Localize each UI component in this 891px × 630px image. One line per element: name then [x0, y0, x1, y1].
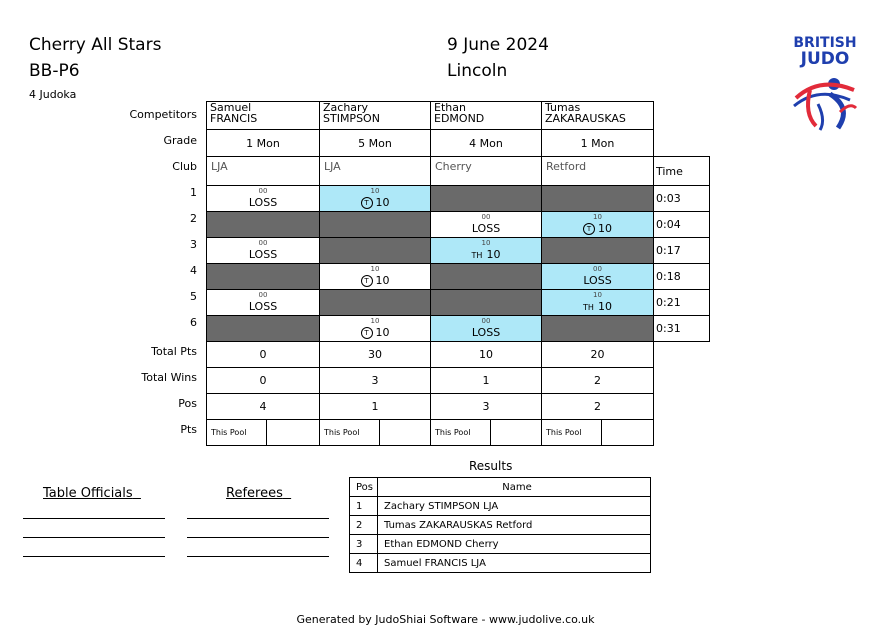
- referee-signature-line-1: [187, 518, 329, 519]
- match-row: [207, 186, 710, 212]
- results-row: [350, 535, 651, 554]
- blank-cell: [654, 420, 710, 446]
- match-cell-empty: [207, 264, 320, 290]
- result-position: 2: [350, 516, 378, 535]
- match-result: [431, 221, 541, 235]
- label-grade: Grade: [163, 134, 197, 147]
- total-points-cell: 10: [431, 342, 542, 368]
- label-match-2: 2: [190, 212, 197, 225]
- position-cell: 2: [542, 394, 654, 420]
- table-official-signature-line-3: [23, 556, 165, 557]
- referee-signature-line-2: [187, 537, 329, 538]
- match-row: [207, 238, 710, 264]
- match-cell-empty: [431, 290, 542, 316]
- match-score: 10: [370, 187, 380, 195]
- total-wins-cell: 1: [431, 368, 542, 394]
- match-result: [542, 273, 653, 287]
- total-wins-cell: 2: [542, 368, 654, 394]
- match-result: [320, 325, 430, 339]
- pool-points-cell: [320, 420, 431, 446]
- competitor-grade: 1 Mon: [542, 130, 654, 157]
- results-header-row: [350, 478, 651, 497]
- results-header-name: Name: [378, 478, 651, 497]
- table-official-signature-line-2: [23, 537, 165, 538]
- pool-points-value: [491, 420, 541, 445]
- match-cell: [431, 316, 542, 342]
- match-cell-empty: [320, 290, 431, 316]
- match-score: 00: [258, 291, 268, 299]
- match-cell: [542, 212, 654, 238]
- competitor-count: 4 Judoka: [29, 88, 77, 101]
- ippon-icon: T: [361, 197, 373, 209]
- footer-credit: Generated by JudoShiai Software - www.judolive.co.uk: [296, 613, 595, 626]
- pool-sheet-table: [206, 101, 710, 446]
- pool-points-wrap: [431, 420, 541, 445]
- results-row: [350, 516, 651, 535]
- match-score: 00: [593, 265, 602, 273]
- match-cell-empty: [431, 264, 542, 290]
- ippon-icon: T: [361, 327, 373, 339]
- match-time: 0:21: [654, 290, 710, 316]
- pool-points-row: [207, 420, 710, 446]
- blank-cell: [654, 130, 710, 157]
- pool-points-wrap: [320, 420, 430, 445]
- label-match-5: 5: [190, 290, 197, 303]
- match-result-text: 10: [598, 222, 612, 235]
- match-cell-empty: [542, 316, 654, 342]
- blank-cell: [654, 394, 710, 420]
- results-title: Results: [469, 459, 513, 473]
- label-match-6: 6: [190, 316, 197, 329]
- competitor-last-name: EDMOND: [434, 112, 485, 125]
- results-row: [350, 554, 651, 573]
- match-result-text: LOSS: [583, 274, 612, 287]
- hansoku-mark: TH: [471, 251, 483, 260]
- table-officials-heading: Table Officials: [43, 486, 133, 501]
- this-pool-label: This Pool: [207, 420, 267, 445]
- results-row: [350, 497, 651, 516]
- match-cell: [542, 264, 654, 290]
- match-result-text: LOSS: [471, 326, 501, 339]
- total-wins-row: [207, 368, 710, 394]
- total-points-cell: 0: [207, 342, 320, 368]
- logo-text-line1: BRITISH: [793, 35, 857, 51]
- label-pts: Pts: [180, 423, 197, 436]
- position-row: [207, 394, 710, 420]
- result-position: 1: [350, 497, 378, 516]
- match-row: [207, 212, 710, 238]
- match-row: [207, 290, 710, 316]
- tournament-name: Cherry All Stars: [29, 35, 162, 55]
- position-cell: 4: [207, 394, 320, 420]
- competitor-grade: 1 Mon: [207, 130, 320, 157]
- total-points-cell: 30: [320, 342, 431, 368]
- competitor-last-name: ZAKARAUSKAS: [545, 112, 626, 125]
- competitor-club: Cherry: [431, 157, 542, 186]
- match-score: 10: [370, 265, 380, 273]
- competitor-name-cell: [431, 102, 542, 130]
- match-result: [431, 247, 541, 261]
- match-cell-empty: [542, 186, 654, 212]
- match-score: 00: [481, 317, 491, 325]
- match-row: [207, 316, 710, 342]
- referees-heading: Referees: [226, 486, 283, 501]
- pool-points-value: [267, 420, 319, 445]
- pool-points-cell: [207, 420, 320, 446]
- match-cell-empty: [207, 212, 320, 238]
- match-result-text: LOSS: [248, 196, 278, 209]
- match-result-text: 10: [375, 196, 390, 209]
- match-cell: [207, 290, 320, 316]
- competitors-row: [207, 102, 710, 130]
- label-match-1: 1: [190, 186, 197, 199]
- blank-cell: [654, 102, 710, 130]
- match-cell: [542, 290, 654, 316]
- total-wins-cell: 3: [320, 368, 431, 394]
- match-result-text: LOSS: [471, 222, 501, 235]
- match-result-text: 10: [375, 274, 390, 287]
- competitor-name-cell: [542, 102, 654, 130]
- match-score: 00: [258, 187, 268, 195]
- match-time: 0:17: [654, 238, 710, 264]
- competitor-first-name: Zachary: [323, 101, 369, 114]
- time-header: Time: [654, 157, 710, 186]
- pool-points-cell: [431, 420, 542, 446]
- british-judo-logo: [790, 36, 860, 140]
- ippon-icon: T: [583, 223, 595, 235]
- blank-cell: [654, 342, 710, 368]
- match-score: 00: [481, 213, 491, 221]
- event-location: Lincoln: [447, 61, 508, 81]
- position-cell: 1: [320, 394, 431, 420]
- match-result: [207, 299, 319, 313]
- match-cell: [207, 186, 320, 212]
- competitor-name-cell: [207, 102, 320, 130]
- hansoku-mark: TH: [583, 303, 594, 312]
- match-cell: [207, 238, 320, 264]
- this-pool-label: This Pool: [320, 420, 380, 445]
- match-result-text: LOSS: [248, 300, 278, 313]
- label-club: Club: [172, 160, 197, 173]
- label-total-pts: Total Pts: [151, 345, 197, 358]
- competitor-name-cell: [320, 102, 431, 130]
- match-cell-empty: [207, 316, 320, 342]
- blank-cell: [654, 368, 710, 394]
- match-row: [207, 264, 710, 290]
- match-time: 0:03: [654, 186, 710, 212]
- competitor-first-name: Tumas: [545, 101, 581, 114]
- pool-points-wrap: [542, 420, 653, 445]
- competitor-grade: 5 Mon: [320, 130, 431, 157]
- match-cell: [320, 186, 431, 212]
- this-pool-label: This Pool: [542, 420, 602, 445]
- label-competitors: Competitors: [129, 108, 197, 121]
- match-score: 10: [481, 239, 491, 247]
- event-date: 9 June 2024: [447, 35, 549, 55]
- pool-points-cell: [542, 420, 654, 446]
- match-result: [542, 221, 653, 235]
- match-time: 0:31: [654, 316, 710, 342]
- match-score: 10: [593, 213, 602, 221]
- result-name: Ethan EDMOND Cherry: [378, 535, 651, 554]
- match-result: [207, 247, 319, 261]
- competitor-grade: 4 Mon: [431, 130, 542, 157]
- position-cell: 3: [431, 394, 542, 420]
- match-result: [542, 299, 653, 313]
- total-points-row: [207, 342, 710, 368]
- match-time: 0:04: [654, 212, 710, 238]
- results-header-pos: Pos: [350, 478, 378, 497]
- match-score: 10: [593, 291, 602, 299]
- pool-points-wrap: [207, 420, 319, 445]
- result-position: 3: [350, 535, 378, 554]
- result-position: 4: [350, 554, 378, 573]
- match-cell: [431, 238, 542, 264]
- competitor-club: LJA: [207, 157, 320, 186]
- match-result: [431, 325, 541, 339]
- total-points-cell: 20: [542, 342, 654, 368]
- match-score: 10: [370, 317, 380, 325]
- match-cell-empty: [320, 212, 431, 238]
- match-result-text: 10: [486, 248, 501, 261]
- competitor-first-name: Samuel: [210, 101, 252, 114]
- category-name: BB-P6: [29, 61, 80, 81]
- label-total-wins: Total Wins: [141, 371, 197, 384]
- results-table: [349, 477, 651, 573]
- match-result-text: 10: [597, 300, 612, 313]
- match-time: 0:18: [654, 264, 710, 290]
- pool-points-value: [602, 420, 653, 445]
- pool-points-value: [380, 420, 430, 445]
- judoka-emblem-icon: [790, 68, 860, 136]
- result-name: Tumas ZAKARAUSKAS Retford: [378, 516, 651, 535]
- match-result: [320, 195, 430, 209]
- match-score: 00: [258, 239, 268, 247]
- this-pool-label: This Pool: [431, 420, 491, 445]
- match-cell: [431, 212, 542, 238]
- competitor-club: Retford: [542, 157, 654, 186]
- match-cell: [320, 316, 431, 342]
- match-result-text: LOSS: [248, 248, 278, 261]
- competitor-club: LJA: [320, 157, 431, 186]
- club-row: [207, 157, 710, 186]
- match-result: [320, 273, 430, 287]
- competitor-last-name: FRANCIS: [210, 112, 258, 125]
- match-cell-empty: [320, 238, 431, 264]
- result-name: Samuel FRANCIS LJA: [378, 554, 651, 573]
- competitor-last-name: STIMPSON: [323, 112, 380, 125]
- competitor-first-name: Ethan: [434, 101, 466, 114]
- match-result-text: 10: [375, 326, 390, 339]
- label-match-3: 3: [190, 238, 197, 251]
- grade-row: [207, 130, 710, 157]
- label-pos: Pos: [178, 397, 197, 410]
- logo-text-line2: JUDO: [800, 49, 850, 69]
- table-official-signature-line-1: [23, 518, 165, 519]
- ippon-icon: T: [361, 275, 373, 287]
- match-cell-empty: [542, 238, 654, 264]
- match-result: [207, 195, 319, 209]
- label-match-4: 4: [190, 264, 197, 277]
- match-cell-empty: [431, 186, 542, 212]
- total-wins-cell: 0: [207, 368, 320, 394]
- result-name: Zachary STIMPSON LJA: [378, 497, 651, 516]
- match-cell: [320, 264, 431, 290]
- referee-signature-line-3: [187, 556, 329, 557]
